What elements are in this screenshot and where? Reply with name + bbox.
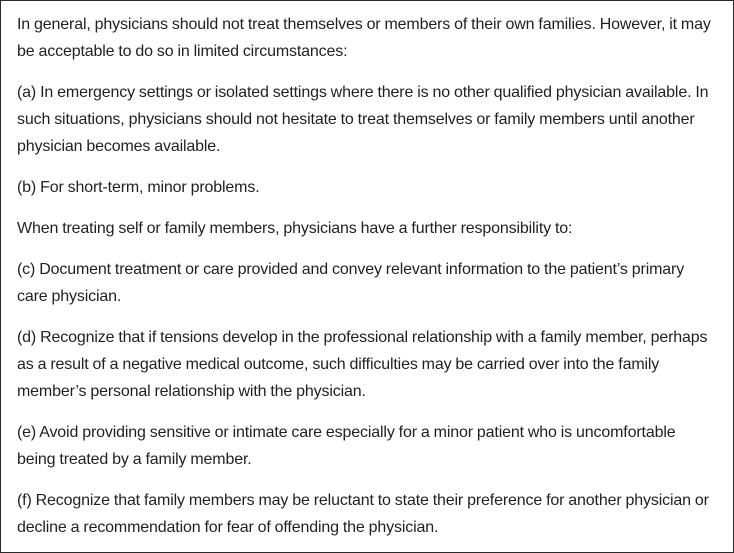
responsibility-intro-paragraph: When treating self or family members, physicians have a further responsibility to: (17, 220, 573, 237)
intro-paragraph: In general, physicians should not treat themselves or members of their own families. However, it may be acceptable to do so in limited circumstances: (17, 16, 711, 60)
item-c-paragraph: (c) Document treatment or care provided and convey relevant information to the patient’s primary care physician. (17, 261, 685, 305)
item-d-paragraph: (d) Recognize that if tensions develop in the professional relationship with a family member, perhaps as a result of a negative medical outcome, such difficulties may be carried over into the family member’s personal relationship with the physician. (17, 329, 708, 400)
item-f-paragraph: (f) Recognize that family members may be reluctant to state their preference for another physician or decline a recommendation for fear of offending the physician. (17, 492, 709, 536)
document-body (17, 11, 717, 541)
item-a-paragraph: (a) In emergency settings or isolated settings where there is no other qualified physician available. In such situations, physicians should not hesitate to treat themselves or family members until another physician becomes available. (17, 84, 709, 155)
item-b-paragraph: (b) For short-term, minor problems. (17, 179, 260, 196)
item-e-paragraph: (e) Avoid providing sensitive or intimate care especially for a minor patient who is uncomfortable being treated by a family member. (17, 424, 676, 468)
